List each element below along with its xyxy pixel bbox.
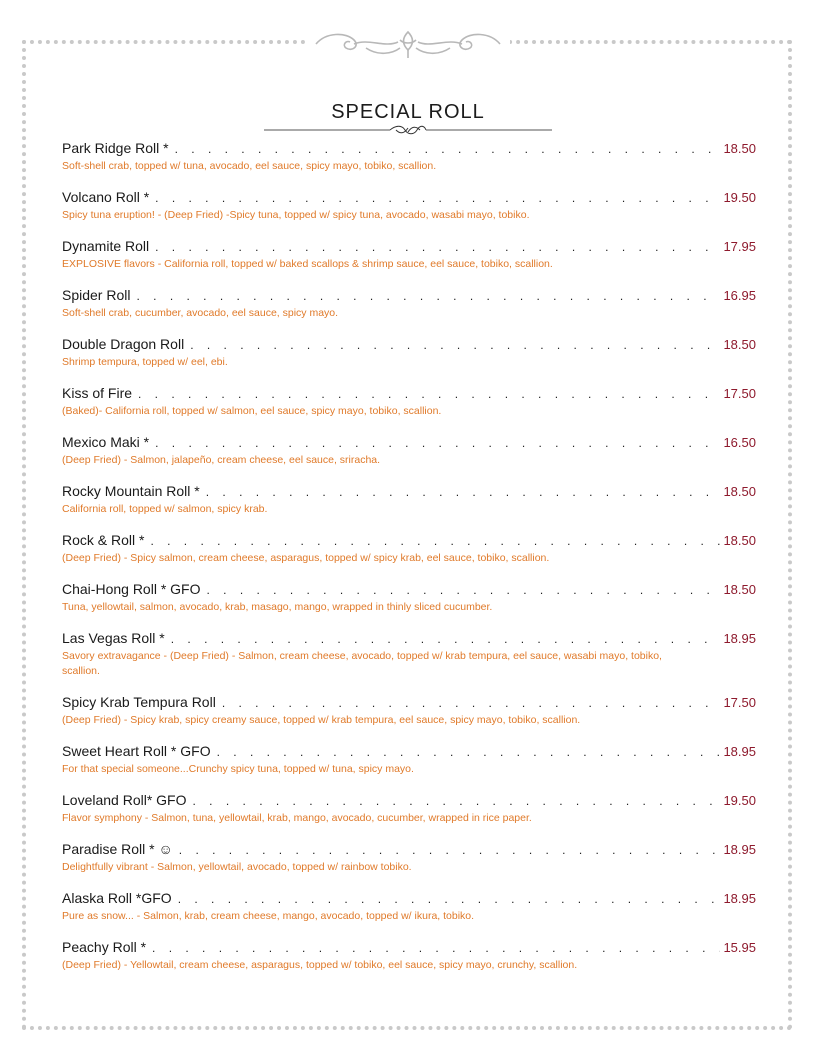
menu-item — [62, 483, 756, 517]
item-name: Spider Roll — [62, 287, 131, 303]
item-description: For that special someone...Crunchy spicy tuna, topped w/ tuna, spicy mayo. — [62, 763, 414, 775]
item-description: Savory extravagance - (Deep Fried) - Salmon, cream cheese, avocado, topped w/ krab tempura, eel sauce, wasabi mayo, tobiko, scallion. — [62, 650, 662, 677]
dot-leader — [155, 240, 720, 254]
menu-item — [62, 140, 756, 174]
item-description: Pure as snow... - Salmon, krab, cream cheese, mango, avocado, topped w/ ikura, tobiko. — [62, 910, 475, 922]
menu-item — [62, 890, 756, 924]
item-description: California roll, topped w/ salmon, spicy krab. — [62, 503, 268, 515]
item-name: Peachy Roll * — [62, 939, 147, 955]
item-name: Kiss of Fire — [62, 385, 133, 401]
item-name: Rock & Roll * — [62, 532, 145, 548]
dot-leader — [138, 387, 720, 401]
item-price: 18.95 — [723, 631, 756, 646]
item-description: Tuna, yellowtail, salmon, avocado, krab, masago, mango, wrapped in thinly sliced cucumber. — [62, 601, 493, 613]
dot-leader — [155, 436, 720, 450]
item-description: (Baked)- California roll, topped w/ salmon, eel sauce, spicy mayo, tobiko, scallion. — [62, 405, 442, 417]
item-name: Mexico Maki * — [62, 434, 150, 450]
item-description: Delightfully vibrant - Salmon, yellowtail, avocado, topped w/ rainbow tobiko. — [62, 861, 412, 873]
section-title: SPECIAL ROLL — [331, 101, 485, 123]
dot-leader — [222, 696, 721, 710]
item-name: Las Vegas Roll * — [62, 630, 165, 646]
menu-item — [62, 532, 756, 566]
menu-item — [62, 939, 756, 973]
item-price: 17.50 — [723, 695, 756, 710]
dot-leader — [193, 794, 721, 808]
item-description: Flavor symphony - Salmon, tuna, yellowtail, krab, mango, avocado, cucumber, wrapped in rice paper. — [62, 812, 532, 824]
item-price: 19.50 — [723, 793, 756, 808]
item-description: (Deep Fried) - Spicy salmon, cream cheese, asparagus, topped w/ spicy krab, eel sauce, tobiko, scallion. — [62, 552, 550, 564]
dot-leader — [171, 632, 721, 646]
menu-item — [62, 336, 756, 370]
title-divider-flourish — [264, 124, 552, 136]
item-description: Soft-shell crab, cucumber, avocado, eel sauce, spicy mayo. — [62, 307, 339, 319]
item-description: Soft-shell crab, topped w/ tuna, avocado, eel sauce, spicy mayo, tobiko, scallion. — [62, 160, 437, 172]
flourish-ornament-icon — [306, 26, 510, 62]
item-price: 18.50 — [723, 533, 756, 548]
menu-item — [62, 189, 756, 223]
dot-leader — [150, 534, 720, 548]
menu-item — [62, 385, 756, 419]
item-name: Double Dragon Roll — [62, 336, 185, 352]
item-price: 15.95 — [723, 940, 756, 955]
menu-item — [62, 743, 756, 777]
item-name: Dynamite Roll — [62, 238, 150, 254]
item-price: 18.95 — [723, 744, 756, 759]
item-price: 17.95 — [723, 239, 756, 254]
item-price: 19.50 — [723, 190, 756, 205]
item-description: (Deep Fried) - Yellowtail, cream cheese, asparagus, topped w/ tobiko, eel sauce, spicy mayo, crunchy, scallion. — [62, 959, 578, 971]
menu-list — [62, 140, 756, 988]
item-name: Loveland Roll* GFO — [62, 792, 187, 808]
menu-item — [62, 694, 756, 728]
dot-leader — [175, 142, 721, 156]
item-name: Paradise Roll * ☺ — [62, 841, 173, 857]
dot-leader — [136, 289, 720, 303]
item-price: 18.50 — [723, 582, 756, 597]
menu-item — [62, 238, 756, 272]
item-name: Spicy Krab Tempura Roll — [62, 694, 216, 710]
menu-item — [62, 841, 756, 875]
menu-item — [62, 630, 756, 679]
item-price: 18.95 — [723, 891, 756, 906]
menu-item — [62, 792, 756, 826]
dot-leader — [217, 745, 721, 759]
dot-leader — [206, 485, 721, 499]
item-name: Chai-Hong Roll * GFO — [62, 581, 201, 597]
item-price: 16.95 — [723, 288, 756, 303]
dot-leader — [207, 583, 721, 597]
menu-item — [62, 581, 756, 615]
item-description: (Deep Fried) - Spicy krab, spicy creamy sauce, topped w/ krab tempura, eel sauce, spicy mayo, tobiko, scallion. — [62, 714, 581, 726]
item-price: 16.50 — [723, 435, 756, 450]
item-name: Volcano Roll * — [62, 189, 150, 205]
item-price: 18.50 — [723, 141, 756, 156]
item-price: 18.50 — [723, 337, 756, 352]
item-description: Shrimp tempura, topped w/ eel, ebi. — [62, 356, 228, 368]
item-description: Spicy tuna eruption! - (Deep Fried) -Spicy tuna, topped w/ spicy tuna, avocado, wasabi mayo, tobiko. — [62, 209, 530, 221]
item-price: 17.50 — [723, 386, 756, 401]
menu-item — [62, 434, 756, 468]
item-name: Park Ridge Roll * — [62, 140, 169, 156]
item-name: Sweet Heart Roll * GFO — [62, 743, 211, 759]
item-name: Alaska Roll *GFO — [62, 890, 172, 906]
item-description: (Deep Fried) - Salmon, jalapeño, cream cheese, eel sauce, sriracha. — [62, 454, 381, 466]
item-price: 18.50 — [723, 484, 756, 499]
menu-item — [62, 287, 756, 321]
dot-leader — [152, 941, 720, 955]
dot-leader — [179, 843, 721, 857]
dot-leader — [155, 191, 720, 205]
dot-leader — [178, 892, 721, 906]
item-name: Rocky Mountain Roll * — [62, 483, 200, 499]
dot-leader — [190, 338, 720, 352]
item-description: EXPLOSIVE flavors - California roll, topped w/ baked scallops & shrimp sauce, eel sauce, tobiko, scallion. — [62, 258, 553, 270]
item-price: 18.95 — [723, 842, 756, 857]
